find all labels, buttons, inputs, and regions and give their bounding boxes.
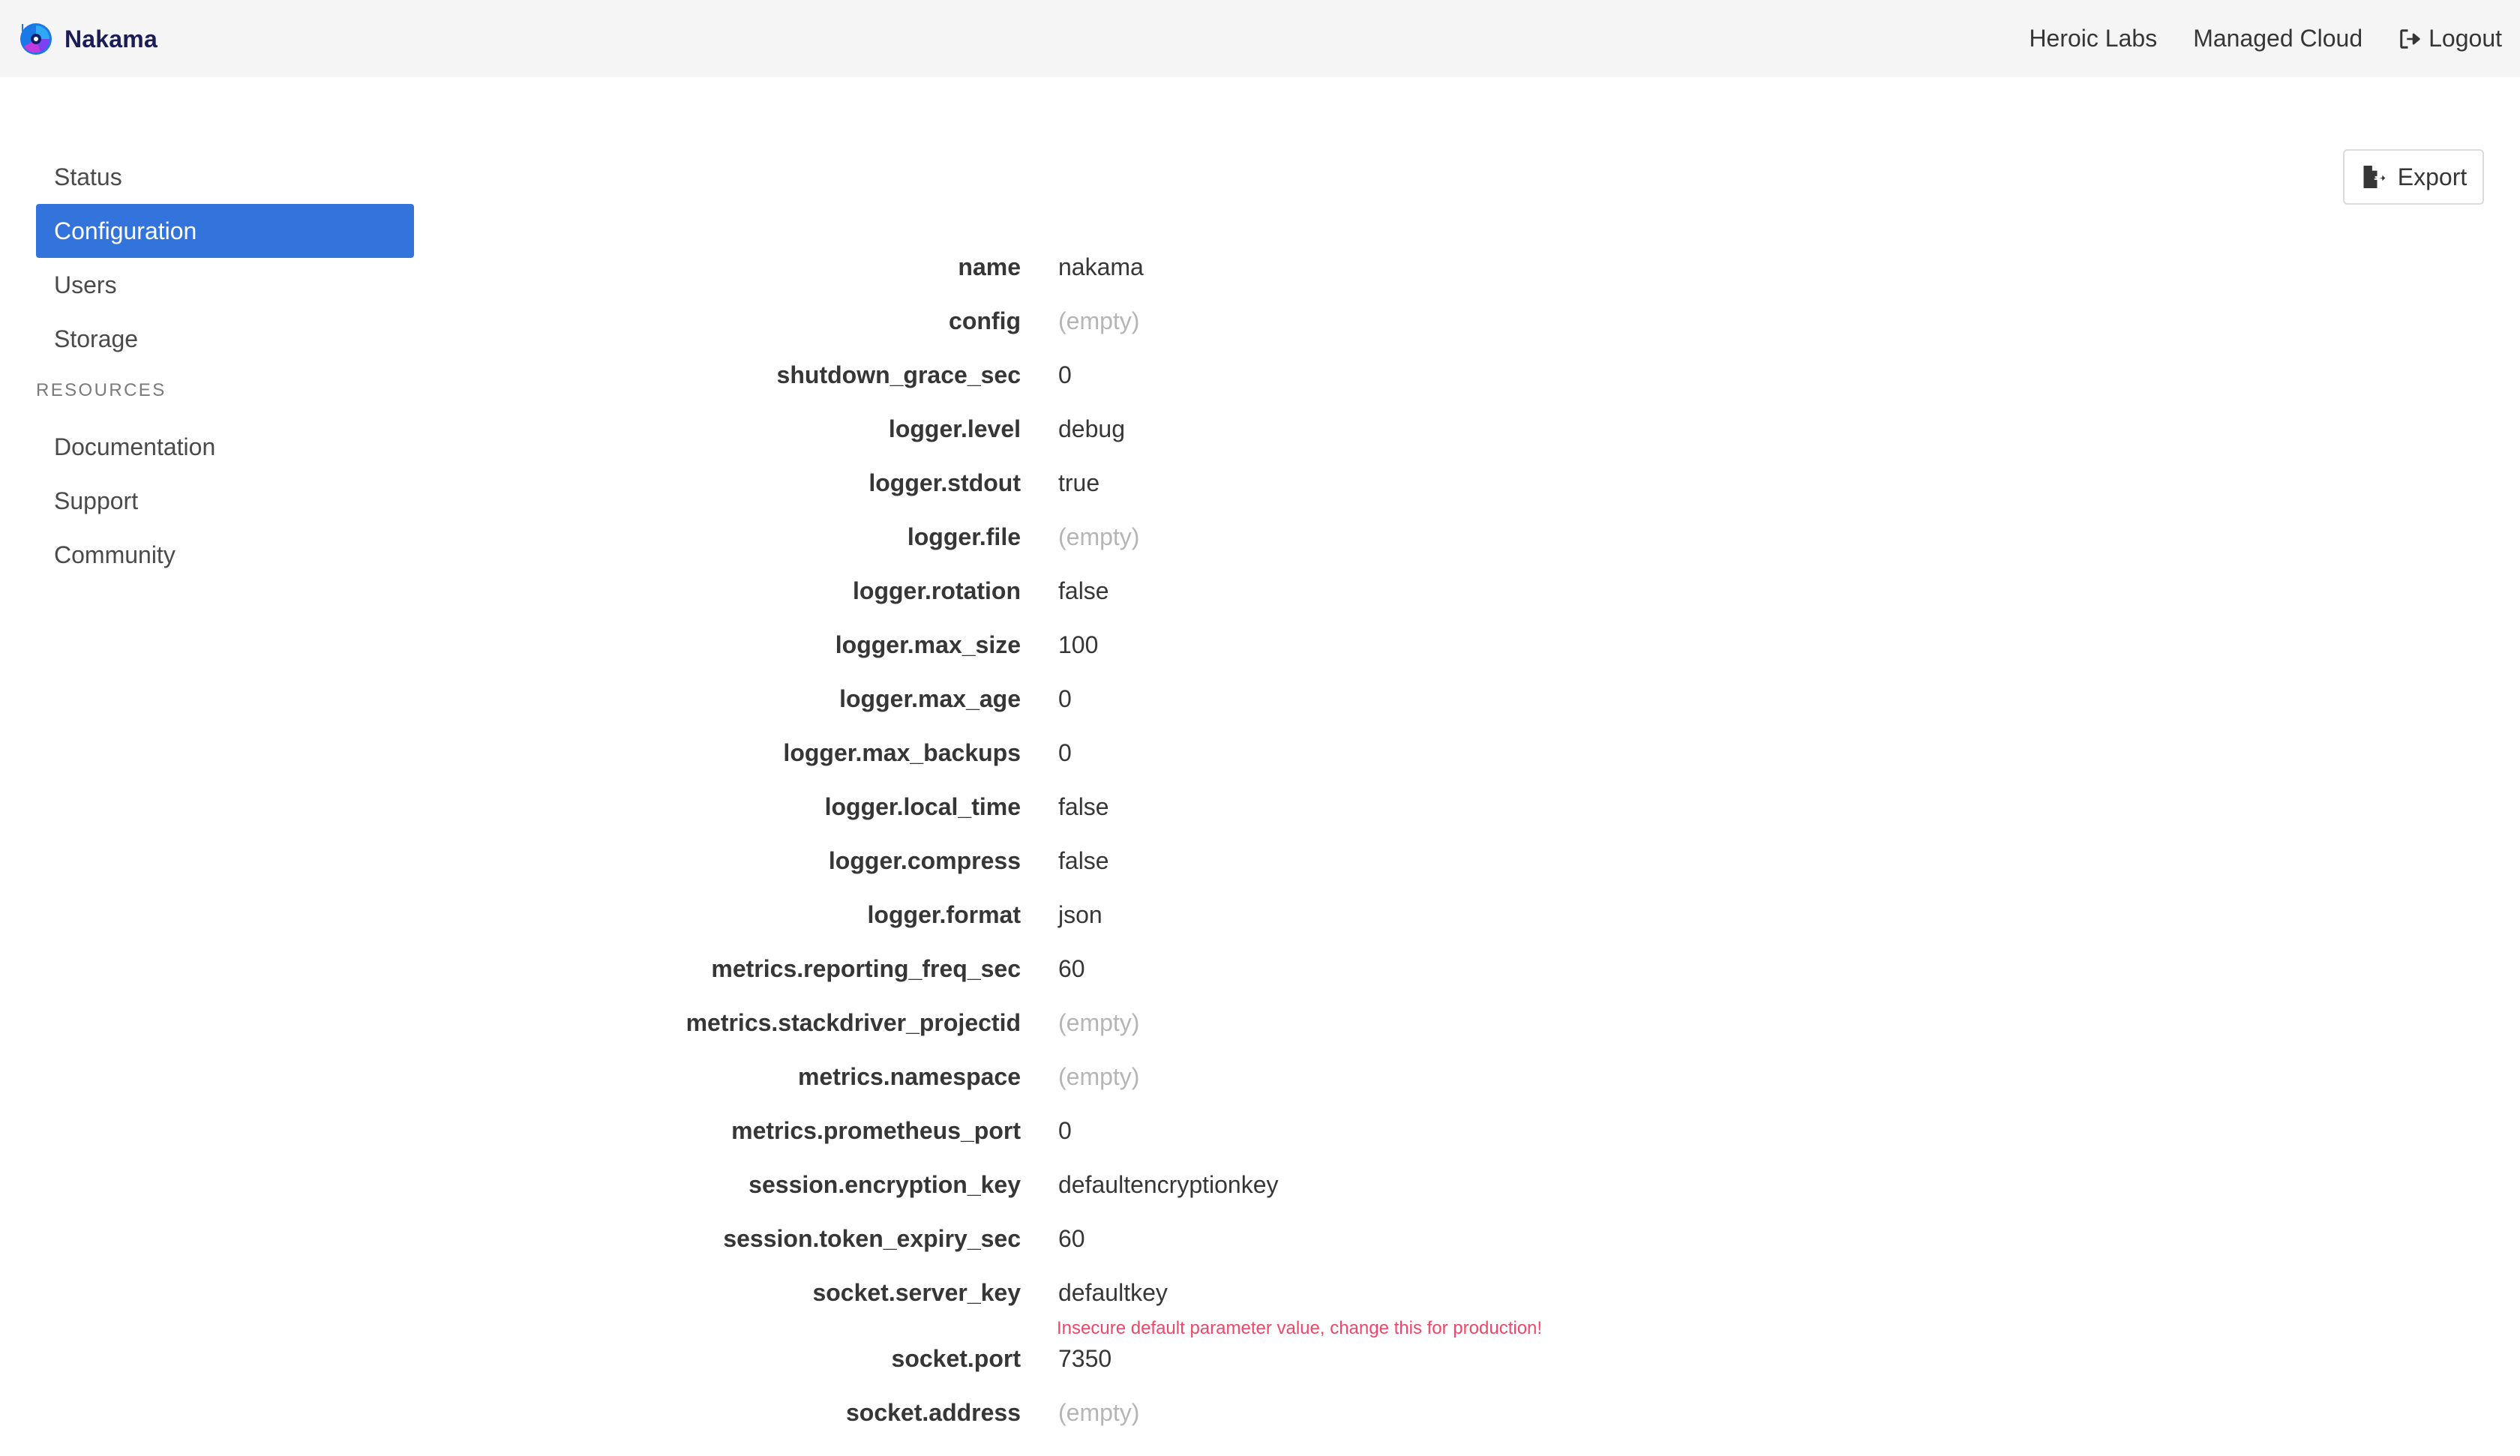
config-value: 0	[1058, 361, 1072, 388]
config-key: socket.address	[845, 1399, 1021, 1426]
config-key: socket.port	[891, 1345, 1021, 1372]
export-label: Export	[2397, 163, 2468, 190]
config-row	[0, 780, 2520, 834]
config-value: false	[1058, 793, 1109, 820]
config-value: false	[1058, 577, 1109, 604]
config-value: 100	[1058, 631, 1099, 658]
config-key: logger.file	[907, 523, 1021, 550]
configuration-list	[0, 240, 2520, 1440]
config-row	[0, 888, 2520, 942]
config-key: session.encryption_key	[748, 1171, 1021, 1198]
config-key: name	[958, 253, 1021, 280]
config-value: (empty)	[1058, 1399, 1140, 1426]
config-row	[0, 1212, 2520, 1266]
file-export-icon	[2360, 163, 2387, 190]
top-navbar	[0, 0, 2520, 77]
config-row	[0, 726, 2520, 780]
config-key: logger.max_age	[839, 685, 1021, 712]
config-value: defaultencryptionkey	[1058, 1171, 1279, 1198]
config-row	[0, 402, 2520, 456]
config-key: logger.max_backups	[783, 739, 1021, 766]
config-value: json	[1058, 901, 1102, 928]
config-key: logger.stdout	[868, 469, 1021, 496]
sidebar-item-documentation[interactable]: Documentation	[54, 433, 216, 460]
logout-icon	[2398, 28, 2421, 50]
sidebar-item-configuration[interactable]: Configuration	[36, 204, 414, 258]
nav-link-managed-cloud[interactable]: Managed Cloud	[2193, 25, 2363, 52]
config-row	[0, 1266, 2520, 1338]
config-row	[0, 510, 2520, 564]
config-row	[0, 1104, 2520, 1158]
config-row	[0, 942, 2520, 996]
config-row	[0, 672, 2520, 726]
config-key: logger.format	[867, 901, 1021, 928]
config-row	[0, 618, 2520, 672]
config-value: 0	[1058, 685, 1072, 712]
config-row	[0, 348, 2520, 402]
config-key: metrics.reporting_freq_sec	[711, 955, 1021, 982]
config-key: logger.compress	[828, 847, 1021, 874]
export-button[interactable]	[2343, 149, 2484, 205]
config-value: 0	[1058, 739, 1072, 766]
config-row	[0, 456, 2520, 510]
config-key: config	[949, 307, 1021, 334]
nakama-logo-icon	[18, 21, 54, 57]
brand-name: Nakama	[64, 25, 158, 52]
config-row	[0, 564, 2520, 618]
config-value: 7350	[1058, 1345, 1112, 1372]
config-value: 60	[1058, 1225, 1085, 1252]
config-key: logger.level	[888, 415, 1021, 442]
config-value: false	[1058, 847, 1109, 874]
config-value: debug	[1058, 415, 1125, 442]
config-key: metrics.stackdriver_projectid	[686, 1009, 1021, 1036]
resources-heading: RESOURCES	[36, 380, 166, 400]
config-value: defaultkey	[1058, 1279, 1168, 1306]
config-value: (empty)	[1058, 307, 1140, 334]
config-row	[0, 240, 2520, 294]
config-row	[0, 996, 2520, 1050]
navbar-right	[1993, 0, 2502, 77]
config-key: session.token_expiry_sec	[723, 1225, 1021, 1252]
nav-link-heroic-labs[interactable]: Heroic Labs	[2029, 25, 2158, 52]
config-value: (empty)	[1058, 1009, 1140, 1036]
sidebar-item-storage[interactable]: Storage	[54, 325, 139, 352]
brand-home-link[interactable]	[18, 21, 158, 57]
config-value: (empty)	[1058, 1063, 1140, 1090]
logout-button[interactable]	[2398, 25, 2502, 52]
config-value: 60	[1058, 955, 1085, 982]
sidebar-item-community[interactable]: Community	[54, 541, 176, 568]
insecure-default-warning: Insecure default parameter value, change this for production!	[1057, 1318, 1543, 1338]
config-row	[0, 1332, 2520, 1386]
config-row	[0, 1386, 2520, 1440]
config-value: nakama	[1058, 253, 1144, 280]
sidebar-item-status[interactable]: Status	[54, 163, 122, 190]
config-key: metrics.namespace	[797, 1063, 1021, 1090]
logout-label: Logout	[2428, 25, 2502, 52]
config-key: logger.local_time	[824, 793, 1021, 820]
config-value: 0	[1058, 1117, 1072, 1144]
config-key: logger.max_size	[835, 631, 1021, 658]
sidebar-item-support[interactable]: Support	[54, 487, 139, 514]
config-row	[0, 834, 2520, 888]
config-value: (empty)	[1058, 523, 1140, 550]
config-key: metrics.prometheus_port	[731, 1117, 1021, 1144]
config-row	[0, 294, 2520, 348]
config-key: logger.rotation	[853, 577, 1021, 604]
config-row	[0, 1050, 2520, 1104]
config-key: socket.server_key	[812, 1279, 1021, 1306]
config-row	[0, 1158, 2520, 1212]
config-value: true	[1058, 469, 1100, 496]
sidebar-item-users[interactable]: Users	[54, 271, 117, 298]
config-key: shutdown_grace_sec	[776, 361, 1021, 388]
